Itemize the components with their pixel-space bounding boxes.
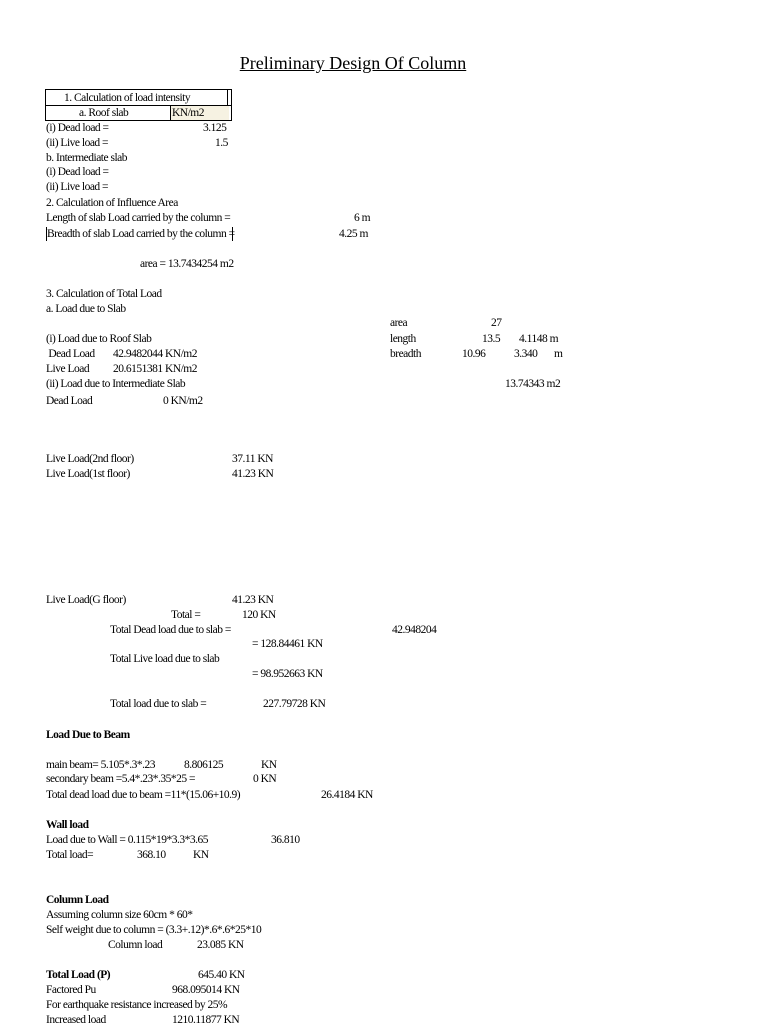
total-dead-slab-label: Total Dead load due to slab = bbox=[110, 624, 231, 636]
live-load-1st-value: 41.23 KN bbox=[232, 468, 274, 480]
table-border-left bbox=[45, 89, 46, 121]
live-load-2nd-value: 37.11 KN bbox=[232, 453, 273, 465]
factored-label: Factored Pu bbox=[46, 984, 96, 996]
live-load-label: (ii) Live load = bbox=[46, 181, 109, 193]
live-load-g-value: 41.23 KN bbox=[232, 594, 274, 606]
main-beam-unit: KN bbox=[261, 759, 277, 771]
dead-load-value: 0 KN/m2 bbox=[163, 395, 203, 407]
side-length-value: 13.5 bbox=[482, 333, 501, 345]
slab-breadth-value: 4.25 m bbox=[339, 228, 368, 240]
dead-load-label: (i) Dead load = bbox=[46, 122, 109, 134]
table-border-right bbox=[231, 89, 232, 121]
total-load-value: 645.40 KN bbox=[198, 969, 245, 981]
live-load-1st-label: Live Load(1st floor) bbox=[46, 468, 130, 480]
live-load-2nd-label: Live Load(2nd floor) bbox=[46, 453, 134, 465]
column-size: Assuming column size 60cm * 60* bbox=[46, 909, 193, 921]
section-heading: 2. Calculation of Influence Area bbox=[46, 197, 178, 209]
slab-length-value: 6 m bbox=[354, 212, 371, 224]
intermediate-slab-load-label: (ii) Load due to Intermediate Slab bbox=[46, 378, 186, 390]
live-load-value: 1.5 bbox=[215, 137, 228, 149]
slab-breadth-label: Breadth of slab Load carried by the column = bbox=[47, 228, 235, 240]
page-title: Preliminary Design Of Column bbox=[239, 53, 467, 73]
total-dead-slab-value: = 128.84461 KN bbox=[252, 638, 323, 650]
slab-length-label: Length of slab Load carried by the column = bbox=[46, 212, 231, 224]
total-live-label: Total = bbox=[171, 609, 201, 621]
column-heading: Column Load bbox=[46, 894, 109, 906]
total-dead-slab-side: 42.948204 bbox=[392, 624, 437, 636]
live-load-value: 20.6151381 KN/m2 bbox=[113, 363, 197, 375]
unit-cell: KN/m2 bbox=[172, 107, 204, 119]
total-live-slab-value: = 98.952663 KN bbox=[252, 668, 323, 680]
section-heading: 1. Calculation of load intensity bbox=[64, 92, 191, 104]
dead-load-label: (i) Dead load = bbox=[46, 166, 109, 178]
column-load-value: 23.085 KN bbox=[197, 939, 244, 951]
dead-load-label: Dead Load bbox=[46, 348, 95, 360]
increased-load-value: 1210.11877 KN bbox=[172, 1014, 240, 1026]
cell-cursor bbox=[170, 106, 171, 120]
intermediate-slab-label: b. Intermediate slab bbox=[46, 152, 128, 164]
side-breadth-label: breadth bbox=[390, 348, 421, 360]
dead-load-value: 3.125 bbox=[203, 122, 227, 134]
earthquake-note: For earthquake resistance increased by 25% bbox=[46, 999, 228, 1011]
wall-total-unit: KN bbox=[193, 849, 209, 861]
total-slab-label: Total load due to slab = bbox=[110, 698, 207, 710]
total-beam-value: 26.4184 KN bbox=[321, 789, 373, 801]
side-length-result: 4.1148 m bbox=[519, 333, 559, 345]
side-area-label: area bbox=[390, 317, 408, 329]
wall-load-value: 36.810 bbox=[271, 834, 300, 846]
table-border-top bbox=[45, 89, 232, 90]
side-area-result: 13.74343 m2 bbox=[505, 378, 561, 390]
wall-load-label: Load due to Wall = 0.115*19*3.3*3.65 bbox=[46, 834, 208, 846]
total-beam-label: Total dead load due to beam =11*(15.06+10.9) bbox=[46, 789, 241, 801]
beam-heading: Load Due to Beam bbox=[46, 729, 130, 741]
side-breadth-value: 10.96 bbox=[462, 348, 486, 360]
roof-slab-label: a. Roof slab bbox=[79, 107, 129, 119]
increased-load-label: Increased load bbox=[46, 1014, 106, 1026]
total-live-value: 120 KN bbox=[242, 609, 276, 621]
secondary-beam-label: secondary beam =5.4*.23*.35*25 = bbox=[46, 773, 195, 785]
total-slab-value: 227.79728 KN bbox=[263, 698, 326, 710]
column-load-label: Column load bbox=[108, 939, 163, 951]
main-beam-value: 8.806125 bbox=[184, 759, 224, 771]
side-length-label: length bbox=[390, 333, 416, 345]
roof-slab-load-label: (i) Load due to Roof Slab bbox=[46, 333, 152, 345]
dead-load-value: 42.9482044 KN/m2 bbox=[113, 348, 197, 360]
section-heading: 3. Calculation of Total Load bbox=[46, 288, 162, 300]
total-load-heading: Total Load (P) bbox=[46, 969, 111, 981]
wall-total-value: 368.10 bbox=[137, 849, 166, 861]
main-beam-label: main beam= 5.105*.3*.23 bbox=[46, 759, 156, 771]
total-live-slab-label: Total Live load due to slab bbox=[110, 653, 220, 665]
secondary-beam-value: 0 KN bbox=[253, 773, 277, 785]
influence-area: area = 13.7434254 m2 bbox=[140, 258, 234, 270]
factored-value: 968.095014 KN bbox=[172, 984, 240, 996]
live-load-label: Live Load bbox=[46, 363, 90, 375]
side-area-value: 27 bbox=[491, 317, 502, 329]
dead-load-label: Dead Load bbox=[46, 395, 93, 407]
live-load-label: (ii) Live load = bbox=[46, 137, 109, 149]
subsection-label: a. Load due to Slab bbox=[46, 303, 126, 315]
side-breadth-result: 3.340 bbox=[514, 348, 538, 360]
wall-total-label: Total load= bbox=[46, 849, 94, 861]
side-breadth-unit: m bbox=[554, 348, 563, 360]
wall-heading: Wall load bbox=[46, 819, 89, 831]
live-load-g-label: Live Load(G floor) bbox=[46, 594, 126, 606]
column-self-weight: Self weight due to column = (3.3+.12)*.6*.6*25*10 bbox=[46, 924, 262, 936]
